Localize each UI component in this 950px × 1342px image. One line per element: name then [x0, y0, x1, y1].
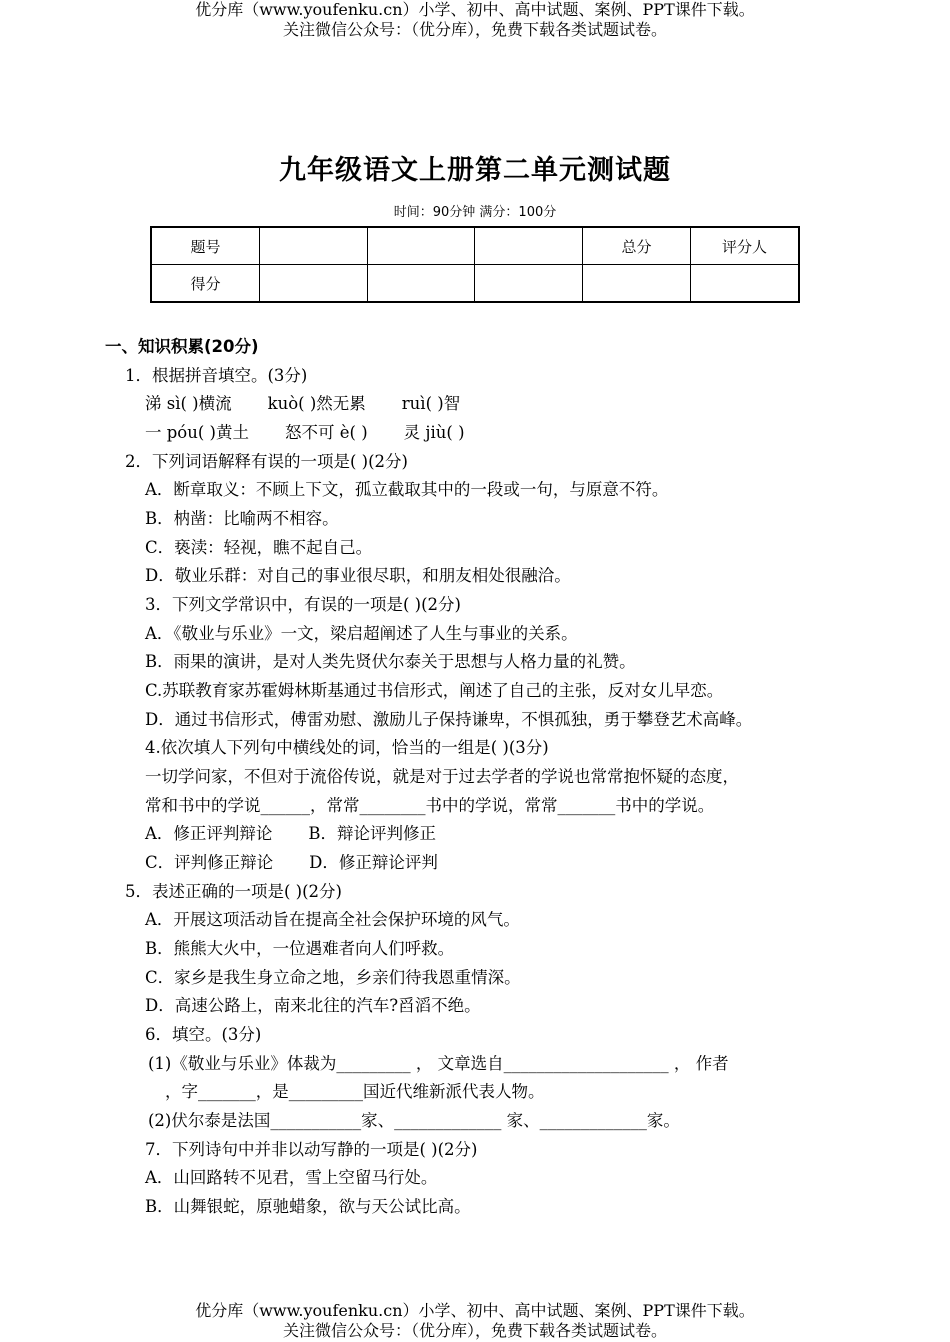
score-cell: 总分: [583, 227, 691, 265]
pinyin-item: kuò( )然无累: [267, 394, 366, 413]
question-3-option: D．通过书信形式，傅雷劝慰、激励儿子保持谦卑，不惧孤独，勇于攀登艺术高峰。: [145, 710, 753, 729]
question-5-option: A．开展这项活动旨在提高全社会保护环境的风气。: [145, 910, 520, 929]
score-cell: [367, 227, 475, 265]
question-2-stem: 2．下列词语解释有误的一项是( )(2分): [125, 452, 408, 471]
header-line-2: 关注微信公众号：（优分库），免费下载各类试题试卷。: [282, 20, 667, 39]
pinyin-item: 灵 jiù( ): [403, 423, 465, 442]
question-3-stem: 3．下列文学常识中，有误的一项是( )(2分): [145, 595, 461, 614]
score-table-row: [151, 227, 799, 265]
score-cell: [259, 227, 367, 265]
page-title: 九年级语文上册第二单元测试题: [279, 155, 671, 186]
exam-info: 时间：90分钟 满分：100分: [393, 205, 557, 220]
score-cell: [691, 265, 799, 303]
question-2-option: D．敬业乐群：对自己的事业很尽职，和朋友相处很融洽。: [145, 566, 571, 585]
question-4-option: D．修正辩论评判: [309, 853, 438, 872]
question-3-option: A．《敬业与乐业》一文，梁启超阐述了人生与事业的关系。: [145, 624, 578, 643]
score-cell: [475, 227, 583, 265]
score-cell: [583, 265, 691, 303]
question-5-option: B．熊熊大火中，一位遇难者向人们呼救。: [145, 939, 455, 958]
question-6-stem: 6．填空。(3分): [145, 1025, 262, 1044]
score-table: [150, 226, 800, 303]
question-4-option: C．评判修正辩论: [145, 853, 274, 872]
question-7-stem: 7．下列诗句中并非以动写静的一项是( )(2分): [145, 1140, 478, 1159]
question-6-line: (2)伏尔泰是法国___________家、_____________ 家、_____________家。: [148, 1111, 680, 1130]
question-6-line: (1)《敬业与乐业》体裁为_________ ， 文章选自____________________ ， 作者: [148, 1054, 729, 1073]
header-line-1: 优分库（www.youfenku.cn）小学、初中、高中试题、案例、PPT课件下载。: [195, 0, 755, 19]
question-5-option: D．高速公路上，南来北往的汽车?舀滔不绝。: [145, 996, 481, 1015]
pinyin-item: ruì( )智: [401, 394, 461, 413]
question-3-option: C.苏联教育家苏霍姆林斯基通过书信形式，阐述了自己的主张，反对女儿早恋。: [145, 681, 724, 700]
question-1-blanks-row-2: [145, 422, 465, 444]
question-4-passage: 一切学问家，不但对于流俗传说，就是对于过去学者的学说也常常抱怀疑的态度，: [145, 767, 739, 786]
question-5-stem: 5．表述正确的一项是( )(2分): [125, 882, 342, 901]
question-5-option: C．家乡是我生身立命之地，乡亲们待我恩重情深。: [145, 968, 521, 987]
question-1-blanks-row-1: [145, 393, 460, 415]
pinyin-item: 涕 sì( )横流: [145, 394, 232, 413]
question-4-stem: 4.依次填人下列句中横线处的词，恰当的一组是( )(3分): [145, 738, 549, 757]
question-4-option: B．辩论评判修正: [308, 824, 437, 843]
question-4-options-row: [145, 823, 436, 845]
section-heading: 一、知识积累(20分): [105, 337, 259, 356]
score-table-row: [151, 265, 799, 303]
score-cell: [259, 265, 367, 303]
question-4-option: A．修正评判辩论: [145, 824, 273, 843]
question-2-option: B．枘凿：比喻两不相容。: [145, 509, 339, 528]
pinyin-item: 怒不可 è( ): [285, 423, 368, 442]
question-3-option: B．雨果的演讲，是对人类先贤伏尔泰关于思想与人格力量的礼赞。: [145, 652, 636, 671]
question-1-stem: 1．根据拼音填空。(3分): [125, 366, 308, 385]
score-cell: [475, 265, 583, 303]
question-4-options-row: [145, 852, 438, 874]
question-2-option: A．断章取义：不顾上下文，孤立截取其中的一段或一句，与原意不符。: [145, 480, 669, 499]
score-cell: 评分人: [691, 227, 799, 265]
score-cell: 题号: [151, 227, 259, 265]
score-cell: [367, 265, 475, 303]
footer-line-2: 关注微信公众号：（优分库），免费下载各类试题试卷。: [282, 1321, 667, 1340]
question-2-option: C．亵渎：轻视，瞧不起自己。: [145, 538, 373, 557]
question-7-option: A．山回路转不见君，雪上空留马行处。: [145, 1168, 438, 1187]
question-6-line: ，字_______，是_________国近代维新派代表人物。: [165, 1082, 545, 1101]
question-4-passage: 常和书中的学说______，常常________书中的学说，常常_______书中的学说。: [145, 796, 715, 815]
pinyin-item: 一 póu( )黄土: [145, 423, 249, 442]
score-cell: 得分: [151, 265, 259, 303]
question-7-option: B．山舞银蛇，原驰蜡象，欲与天公试比高。: [145, 1197, 471, 1216]
footer-line-1: 优分库（www.youfenku.cn）小学、初中、高中试题、案例、PPT课件下载。: [195, 1301, 755, 1320]
